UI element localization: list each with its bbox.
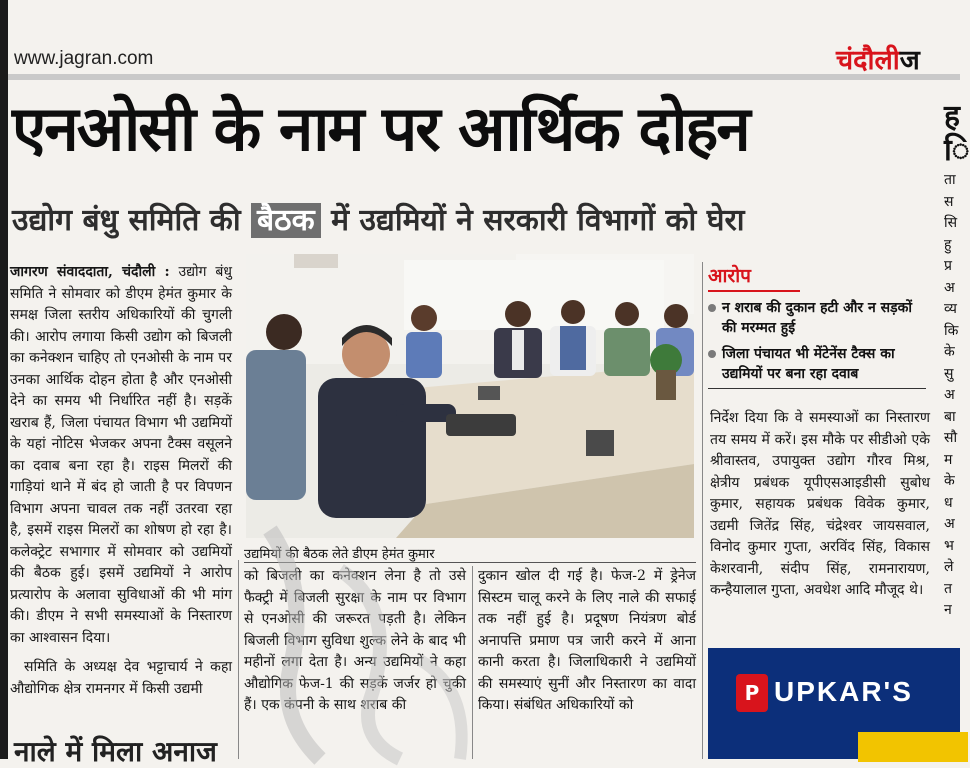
adjacent-text-line: कि bbox=[944, 322, 959, 339]
site-url: www.jagran.com bbox=[14, 48, 154, 69]
allegation-item bbox=[708, 298, 928, 338]
column-2-text: को बिजली का कनेक्शन लेना है तो उसे फैक्ट्री में बिजली सुरक्षा के नाम पर विभाग से एनओसी की जरूरत पड़ती है। लेकिन बिजली विभाग सुविधा शुल्क लेने के बाद भी महीनों लगा देता है। अन्य उद्यमियों ने कहा औद्योगिक फेज-1 की सड़कें जर्जर हो चुकी हैं। एक कंपनी के साथ शराब की bbox=[244, 568, 466, 713]
adjacent-text-line: ता bbox=[944, 172, 956, 188]
column-divider bbox=[702, 262, 703, 759]
subhead-part-1: उद्योग बंधु समिति की bbox=[12, 203, 241, 238]
adjacent-text-line: ध bbox=[944, 494, 953, 511]
adjacent-text-line: भ bbox=[944, 537, 954, 554]
article-column-4 bbox=[710, 408, 930, 602]
adjacent-text-line: हु bbox=[944, 236, 952, 253]
city-tail: ज bbox=[899, 45, 920, 76]
allegations-box bbox=[708, 262, 928, 390]
watermark-graphic bbox=[250, 470, 510, 759]
adjacent-text-line: के bbox=[944, 344, 955, 360]
bullet-icon bbox=[708, 350, 716, 358]
adjacent-text-line: अ bbox=[944, 279, 955, 296]
next-story-headline: नाले में मिला अनाज bbox=[14, 735, 217, 768]
adjacent-text-line: सि bbox=[944, 215, 958, 231]
adjacent-head-line: ह bbox=[944, 99, 960, 134]
adjacent-text-line: बा bbox=[944, 408, 956, 425]
page-edge-shadow bbox=[0, 0, 8, 759]
photo-caption: उद्यमियों की बैठक लेते डीएम हेमंत कुमार bbox=[244, 547, 435, 562]
article-column-1 bbox=[10, 262, 232, 700]
adjacent-head-line: ि bbox=[944, 133, 970, 168]
adjacent-text-line: अ bbox=[944, 387, 955, 403]
adjacent-text-line: न bbox=[944, 602, 952, 618]
adjacent-text-line: ले bbox=[944, 559, 954, 575]
adjacent-text-line: व्य bbox=[944, 301, 957, 317]
advert-yellow-band bbox=[858, 732, 968, 762]
subheadline bbox=[12, 203, 745, 238]
allegation-item bbox=[708, 344, 928, 384]
upkars-advert[interactable] bbox=[708, 648, 960, 759]
advert-logo: P bbox=[736, 674, 768, 712]
byline: जागरण संवाददाता, चंदौली : bbox=[10, 264, 170, 280]
column-divider bbox=[238, 560, 239, 759]
adjacent-story-column bbox=[944, 170, 960, 622]
adjacent-story-headline bbox=[944, 100, 970, 168]
adjacent-text-line: प्र bbox=[944, 258, 952, 274]
column-3-text: दुकान खोल दी गई है। फेज-2 में ड्रेनेज सिस्टम चालू करने के लिए नाले की सफाई तक नहीं हुई है। प्रदूषण नियंत्रण बोर्ड अनापत्ति प्रमाण पत्र जारी करने में आना कानी करता है। जिलाधिकारी ने उद्यमियों की समस्याएं सुनीं और निस्तारण का वादा किया। संबंधित अधिकारियों को bbox=[478, 568, 696, 713]
bullet-icon bbox=[708, 304, 716, 312]
adjacent-text-line: सु bbox=[944, 365, 954, 382]
masthead-rule bbox=[8, 74, 960, 80]
lead-paragraph bbox=[10, 262, 232, 649]
allegation-text: जिला पंचायत भी मेंटेनेंस टैक्स का उद्यमियों पर बना रहा दवाब bbox=[722, 346, 895, 382]
adjacent-text-line: म bbox=[944, 451, 953, 468]
box-bottom-rule bbox=[708, 388, 926, 389]
adjacent-text-line: स bbox=[944, 193, 954, 210]
adjacent-text-line: सौ bbox=[944, 430, 958, 446]
adjacent-text-line: के bbox=[944, 473, 955, 489]
allegations-title: आरोप bbox=[708, 262, 800, 292]
city-name bbox=[836, 40, 920, 77]
adjacent-text-line: अ bbox=[944, 516, 955, 532]
lead-text: उद्योग बंधु समिति ने सोमवार को डीएम हेमंत कुमार के समक्ष जिला स्तरीय अधिकारियों की चुगली की। आरोप लगाया किसी उद्योग को बिजली का कनेक्शन चाहिए तो एनओसी के नाम पर उनका आर्थिक दोहन होता है और एनओसी देने का समय भी निर्धारित नहीं है। सड़कें खराब हैं, जिला पंचायत विभाग भी उद्यमियों के यहां नोटिस भेजकर अपना टैक्स वसूलने का दवाब बना रहा है। राइस मिलरों की गाड़ियां थाने में बंद हो जाती है पर विपणन विभाग अपना चावल तक नहीं उतरवा रहा है, इसमें राइस मिलरों का शोषण हो रहा है। कलेक्ट्रेट सभागार में सोमवार को उद्यमियों की बैठक हुई। इसमें उद्यमियों ने आरोप प्रत्यारोप के अलावा सुविधाओं की भी मांग की। डीएम ने सभी समस्याओं के निस्तारण का आश्वासन दिया। bbox=[10, 264, 232, 646]
subhead-tag: बैठक bbox=[251, 203, 321, 238]
paragraph-2: समिति के अध्यक्ष देव भट्टाचार्य ने कहा औद्योगिक क्षेत्र रामनगर में किसी उद्यमी bbox=[10, 659, 232, 697]
article-column-3 bbox=[478, 566, 696, 717]
subhead-part-2: में उद्यमियों ने सरकारी विभागों को घेरा bbox=[331, 203, 745, 238]
advert-brand: UPKAR'S bbox=[774, 676, 913, 707]
city-label: चंदौली bbox=[836, 45, 900, 76]
allegation-text: न शराब की दुकान हटी और न सड़कों की मरम्मत हुई bbox=[722, 300, 912, 336]
headline: एनओसी के नाम पर आर्थिक दोहन bbox=[12, 92, 749, 165]
column-4-text: निर्देश दिया कि वे समस्याओं का निस्तारण तय समय में करें। इस मौके पर सीडीओ एके श्रीवास्तव, उपायुक्त उद्योग गौरव मिश्र, क्षेत्रीय प्रबंधक यूपीएसआइडीसी सुबोध कुमार, सहायक प्रबंधक विवेक कुमार, उद्यमी जितेंद्र सिंह, चंद्रेश्वर जायसवाल, विनोद कुमार गुप्ता, अरविंद सिंह, विकास केशरवानी, संदीप सिंह, रामनारायण, कन्हैयालाल गुप्ता, अवधेश आदि मौजूद थे। bbox=[710, 410, 930, 598]
adjacent-text-line: त bbox=[944, 580, 952, 597]
